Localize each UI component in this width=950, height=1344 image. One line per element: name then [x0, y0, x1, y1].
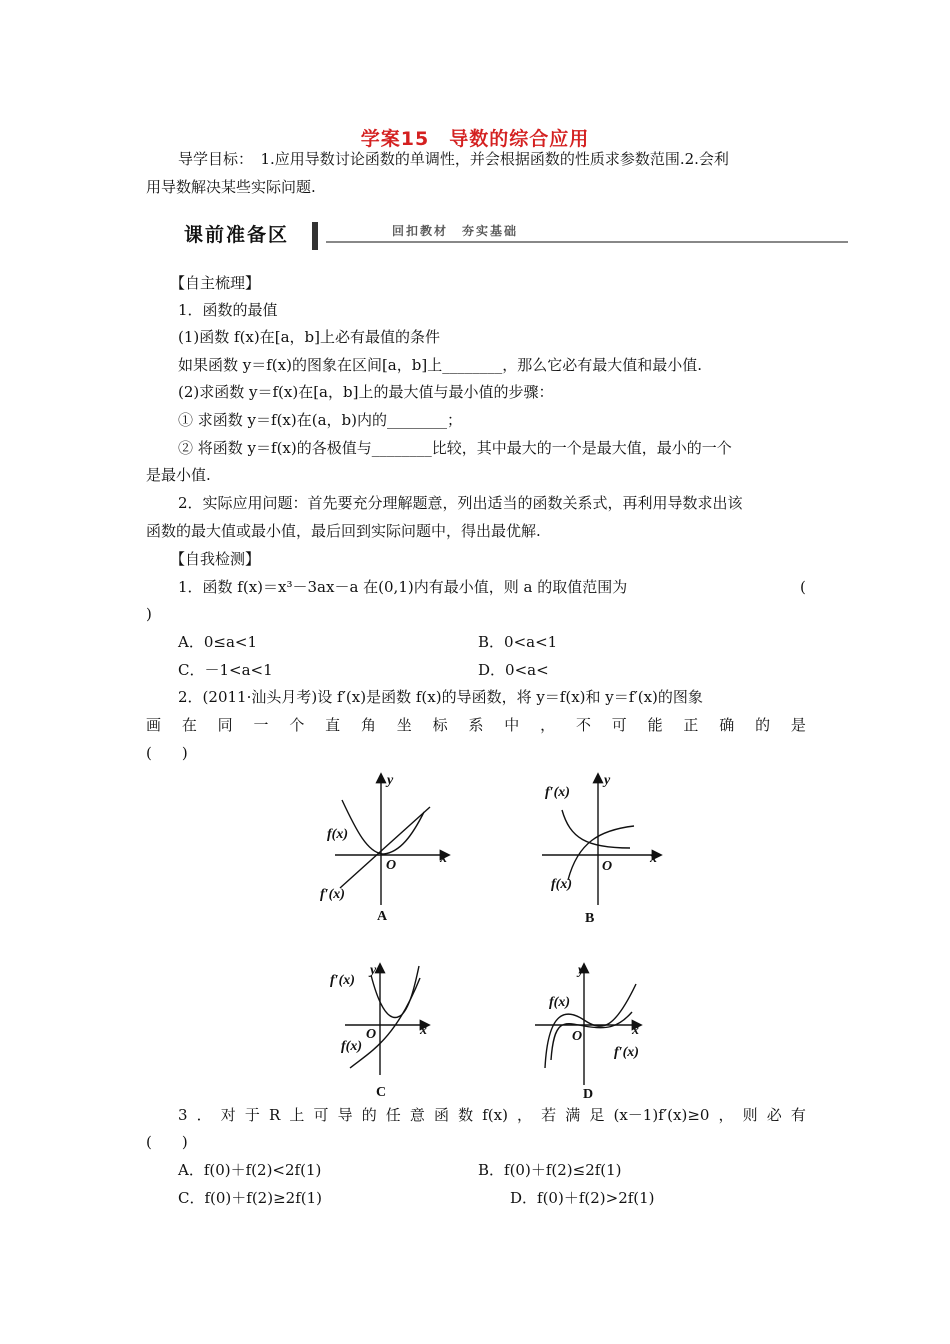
review-header: 【自主梳理】	[170, 274, 261, 292]
q2-line2-segment: 在	[181, 716, 197, 734]
q2-line2-segment: 角	[360, 716, 376, 734]
q3-stem	[178, 1104, 806, 1126]
graph-b-origin-label: O	[602, 859, 613, 874]
q3-stem-segment: 导	[337, 1106, 353, 1124]
graph-a-fpx-line	[340, 807, 430, 888]
q2-line2-segment: 不	[575, 716, 591, 734]
q2-line2-segment: 直	[325, 716, 341, 734]
q3-stem-segment: 于	[244, 1106, 260, 1124]
q1-stem: 1．函数 f(x)＝x³－3ax－a 在(0,1)内有最小值，则 a 的取值范围为	[178, 578, 628, 596]
q2-line2-segment: ，	[540, 716, 556, 734]
graph-b-fx-curve	[568, 826, 634, 880]
graph-c	[345, 965, 428, 1075]
graph-b-y-label: y	[604, 773, 611, 788]
selftest-header: 【自我检测】	[170, 550, 261, 568]
graph-d-y-label: y	[578, 963, 585, 978]
graph-c-fx-label: f(x)	[341, 1039, 362, 1054]
q2-line2-segment: 可	[611, 716, 627, 734]
q3-stem-segment: 有	[790, 1106, 806, 1124]
q1-option-d: D．0<a<	[478, 661, 549, 679]
graph-a-y-label: y	[387, 773, 394, 788]
q3-stem-segment: 则	[742, 1106, 758, 1124]
q2-line2-segment: 标	[432, 716, 448, 734]
banner-heading: 课前准备区	[184, 224, 290, 246]
q2-line2-segment: 同	[217, 716, 233, 734]
q3-stem-segment: 必	[766, 1106, 782, 1124]
q3-stem-segment: 数	[458, 1106, 474, 1124]
graph-a-fx-label: f(x)	[327, 827, 348, 842]
graph-b-x-label: x	[650, 851, 657, 866]
q2-line2-segment: 正	[683, 716, 699, 734]
q3-stem-segment: 的	[361, 1106, 377, 1124]
page-title: 学案15 导数的综合应用	[360, 128, 590, 150]
q3-option-b: B．f(0)＋f(2)≤2f(1)	[478, 1161, 622, 1179]
q1-option-a: A．0≤a<1	[178, 633, 257, 651]
review-item-1-1: (1)函数 f(x)在[a，b]上必有最值的条件	[178, 328, 440, 346]
q3-stem-segment: 意	[409, 1106, 425, 1124]
graph-c-x-label: x	[420, 1023, 427, 1038]
q3-stem-segment: 对	[220, 1106, 236, 1124]
banner-subheading: 回扣教材 夯实基础	[392, 224, 519, 238]
q3-stem-segment: 上	[289, 1106, 305, 1124]
graph-c-fpx-label: f′(x)	[330, 973, 355, 988]
q3-stem-segment: f(x)	[482, 1106, 508, 1124]
graph-b-fpx-label: f′(x)	[545, 785, 570, 800]
graph-c-fpx-curve	[371, 966, 419, 1017]
q3-stem-segment: ，	[517, 1106, 533, 1124]
q1-paren-close: )	[146, 605, 152, 623]
q3-stem-segment: 足	[589, 1106, 605, 1124]
graph-a-origin-label: O	[386, 858, 397, 873]
graph-c-origin-label: O	[366, 1027, 377, 1042]
q3-stem-segment: R	[268, 1106, 281, 1124]
objective-line-2: 用导数解决某些实际问题.	[146, 178, 316, 196]
q2-line2-segment: 一	[253, 716, 269, 734]
q3-stem-segment: 任	[385, 1106, 401, 1124]
graph-c-fx-curve	[350, 978, 420, 1068]
q3-stem-segment: (x－1)f′(x)≥0	[613, 1106, 710, 1124]
q3-stem-segment: 函	[434, 1106, 450, 1124]
q2-line2-segment: 系	[468, 716, 484, 734]
q1-paren-open: (	[800, 578, 806, 596]
q3-stem-segment: 3	[178, 1106, 188, 1124]
q2-line2-segment: 确	[719, 716, 735, 734]
graph-a	[335, 775, 448, 905]
review-item-2b: 函数的最大值或最小值，最后回到实际问题中，得出最优解.	[146, 522, 541, 540]
graph-b-fx-label: f(x)	[551, 877, 572, 892]
q3-option-c: C．f(0)＋f(2)≥2f(1)	[178, 1189, 322, 1207]
objective-line-1: 导学目标： 1.应用导数讨论函数的单调性，并会根据函数的性质求参数范围.2.会利	[178, 150, 729, 168]
graph-d-caption: D	[583, 1087, 594, 1102]
q3-stem-segment: ，	[718, 1106, 734, 1124]
q3-stem-segment: 满	[565, 1106, 581, 1124]
graph-d-fpx-label: f′(x)	[614, 1045, 639, 1060]
q3-paren: ( )	[146, 1133, 188, 1151]
q3-option-d: D．f(0)＋f(2)>2f(1)	[510, 1189, 655, 1207]
q2-line2-segment: 画	[146, 716, 162, 734]
q2-line2-segment: 能	[647, 716, 663, 734]
q2-line2-segment: 个	[289, 716, 305, 734]
graph-a-fx-curve	[342, 800, 424, 854]
q2-line2-segment: 坐	[396, 716, 412, 734]
graph-c-y-label: y	[370, 963, 377, 978]
graph-b-caption: B	[585, 911, 595, 926]
q2-line2-segment: 中	[504, 716, 520, 734]
graph-a-caption: A	[377, 909, 388, 924]
q3-option-a: A．f(0)＋f(2)<2f(1)	[178, 1161, 322, 1179]
q3-stem-segment: ．	[196, 1106, 212, 1124]
q2-paren: ( )	[146, 744, 188, 762]
graph-d-origin-label: O	[572, 1029, 583, 1044]
q2-stem: 2．(2011·汕头月考)设 f′(x)是函数 f(x)的导函数，将 y＝f(x)和 y＝f′(x)的图象	[178, 688, 703, 706]
q1-option-b: B．0<a<1	[478, 633, 558, 651]
review-step-2b: 是最小值.	[146, 466, 211, 484]
review-item-1: 1．函数的最值	[178, 301, 278, 319]
graph-d	[535, 965, 640, 1085]
review-step-1: ① 求函数 y＝f(x)在(a，b)内的________；	[178, 411, 462, 429]
q3-stem-segment: 若	[541, 1106, 557, 1124]
graph-c-caption: C	[376, 1085, 387, 1100]
q2-line2-segment: 的	[755, 716, 771, 734]
q2-line2-segment: 是	[790, 716, 806, 734]
q3-stem-segment: 可	[313, 1106, 329, 1124]
graph-d-fx-label: f(x)	[549, 995, 570, 1010]
review-item-2a: 2．实际应用问题：首先要充分理解题意，列出适当的函数关系式，再利用导数求出该	[178, 494, 743, 512]
q1-option-c: C．－1<a<1	[178, 661, 273, 679]
graph-a-fpx-label: f′(x)	[320, 887, 345, 902]
review-step-2a: ② 将函数 y＝f(x)的各极值与________比较，其中最大的一个是最大值，最小的一个	[178, 439, 732, 457]
graph-d-x-label: x	[632, 1023, 639, 1038]
graph-a-x-label: x	[440, 851, 447, 866]
review-item-1-2: (2)求函数 y＝f(x)在[a，b]上的最大值与最小值的步骤：	[178, 383, 554, 401]
review-item-1-1-text: 如果函数 y＝f(x)的图象在区间[a，b]上________，那么它必有最大值和最小值.	[178, 356, 702, 374]
